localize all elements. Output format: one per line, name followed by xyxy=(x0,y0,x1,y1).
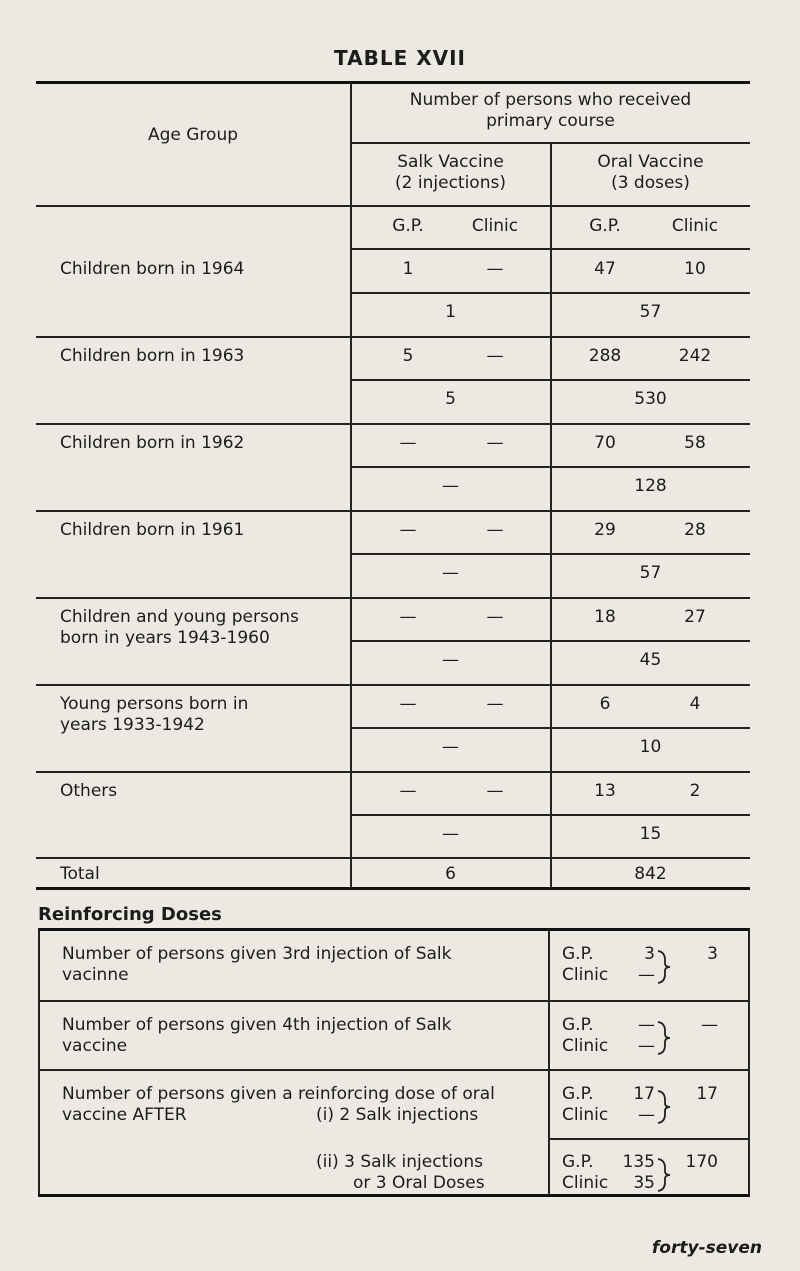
oral-clinic-value: 2 xyxy=(689,781,701,801)
total-value: 170 xyxy=(685,1152,718,1172)
row-sub-rule xyxy=(351,466,750,468)
row-rule xyxy=(36,771,750,773)
salk-total-value: — xyxy=(442,563,459,583)
row-sub-rule xyxy=(351,553,750,555)
salk-clinic-value: — xyxy=(486,694,504,714)
salk-total-value: — xyxy=(442,737,459,757)
main-header-line1: Number of persons who received xyxy=(409,90,692,110)
salk-clinic-value: — xyxy=(486,520,504,540)
row-rule xyxy=(36,684,750,686)
total-value: — xyxy=(701,1015,718,1035)
oral-gp-value: 13 xyxy=(594,781,616,801)
gp-value: 3 xyxy=(644,944,655,964)
oral-total-value: 57 xyxy=(639,302,662,322)
oral-gp-value: 288 xyxy=(588,346,622,366)
row-sub-rule xyxy=(351,727,750,729)
gp-value: — xyxy=(638,1015,655,1035)
oral-gp-value: 18 xyxy=(594,607,616,627)
oral-clinic-value: 28 xyxy=(684,520,706,540)
salk-total-value: 5 xyxy=(445,389,456,409)
clinic-value: — xyxy=(638,1105,655,1125)
row-rule xyxy=(36,857,750,859)
age-group-header: Age Group xyxy=(147,125,239,145)
row-rule xyxy=(36,336,750,338)
oral-clinic-value: 242 xyxy=(678,346,712,366)
clinic-value: — xyxy=(638,965,655,985)
salk-clinic-value: — xyxy=(486,433,504,453)
salk-gp-value: — xyxy=(399,607,417,627)
gp-label: G.P. xyxy=(562,1084,594,1104)
oral-total-value: 57 xyxy=(639,563,662,583)
total-value: 3 xyxy=(707,944,718,964)
reinforcing-subitem: (ii) 3 Salk injections xyxy=(316,1152,483,1172)
salk-total-value: — xyxy=(442,476,459,496)
total-oral: 842 xyxy=(634,864,667,884)
reinforcing-text: Number of persons given a reinforcing dose of oral xyxy=(62,1084,495,1104)
oral-clinic-value: 10 xyxy=(684,259,706,279)
right-brace-icon xyxy=(657,950,671,984)
oral-clinic-value: 58 xyxy=(684,433,706,453)
reinforcing-top-rule xyxy=(38,928,750,931)
oral-gp-value: 29 xyxy=(594,520,616,540)
row-label: Children born in 1963 xyxy=(60,346,245,366)
total-salk: 6 xyxy=(445,864,456,884)
total-label: Total xyxy=(60,864,100,884)
salk-clinic-value: — xyxy=(486,346,504,366)
reinforcing-row-rule xyxy=(39,1069,749,1071)
reinforcing-text: Number of persons given 3rd injection of Salk xyxy=(62,944,452,964)
oral-total-value: 10 xyxy=(639,737,662,757)
salk-header-line1: Salk Vaccine xyxy=(397,152,504,172)
salk-gp-value: — xyxy=(399,781,417,801)
main-header-line2: primary course xyxy=(486,111,615,131)
oral-gp-value: 6 xyxy=(599,694,611,714)
page-title: TABLE XVII xyxy=(334,46,466,70)
row-sub-rule xyxy=(351,640,750,642)
salk-gp-value: — xyxy=(399,694,417,714)
reinforcing-text: vacinne xyxy=(62,965,129,985)
reinforcing-row-rule xyxy=(549,1138,749,1140)
salk-clinic-value: — xyxy=(486,781,504,801)
clinic-value: 35 xyxy=(633,1173,655,1193)
reinforcing-text: Number of persons given 4th injection of Salk xyxy=(62,1015,452,1035)
right-brace-icon xyxy=(657,1158,671,1192)
salk-clinic-value: — xyxy=(486,259,504,279)
salk-total-value: — xyxy=(442,824,459,844)
reinforcing-right-border xyxy=(748,929,750,1195)
reinforcing-col-divider xyxy=(548,929,550,1195)
oral-total-value: 15 xyxy=(639,824,662,844)
row-label: Children and young persons xyxy=(60,607,299,627)
oral-clinic-value: 4 xyxy=(689,694,701,714)
oral-gp-header: G.P. xyxy=(589,216,621,236)
header-bottom-rule xyxy=(36,205,750,207)
row-rule xyxy=(36,597,750,599)
clinic-value: — xyxy=(638,1036,655,1056)
col-divider-oral xyxy=(550,142,552,888)
header-subrule xyxy=(351,142,750,144)
row-label: born in years 1943-1960 xyxy=(60,628,270,648)
table-bottom-rule xyxy=(36,887,750,890)
row-sub-rule xyxy=(351,814,750,816)
row-label: Others xyxy=(60,781,118,801)
salk-total-value: — xyxy=(442,650,459,670)
clinic-label: Clinic xyxy=(562,1036,609,1056)
row-label: Children born in 1962 xyxy=(60,433,245,453)
page-number: forty-seven xyxy=(651,1238,762,1258)
salk-gp-header: G.P. xyxy=(392,216,424,236)
right-brace-icon xyxy=(657,1021,671,1055)
total-value: 17 xyxy=(696,1084,718,1104)
gp-label: G.P. xyxy=(562,944,594,964)
salk-gp-value: — xyxy=(399,433,417,453)
oral-clinic-header: Clinic xyxy=(671,216,719,236)
reinforcing-bottom-rule xyxy=(38,1194,750,1197)
clinic-label: Clinic xyxy=(562,1173,609,1193)
oral-gp-value: 70 xyxy=(594,433,616,453)
salk-header-line2: (2 injections) xyxy=(395,173,506,193)
salk-total-value: 1 xyxy=(445,302,456,322)
reinforcing-text: vaccine AFTER xyxy=(62,1105,187,1125)
row-sub-rule xyxy=(351,292,750,294)
salk-gp-value: 5 xyxy=(402,346,414,366)
reinforcing-subitem: (i) 2 Salk injections xyxy=(316,1105,479,1125)
reinforcing-subitem: or 3 Oral Doses xyxy=(353,1173,485,1193)
gp-value: 135 xyxy=(622,1152,655,1172)
oral-total-value: 530 xyxy=(634,389,667,409)
row-sub-rule xyxy=(351,379,750,381)
row-rule xyxy=(36,423,750,425)
salk-gp-value: 1 xyxy=(402,259,414,279)
reinforcing-text: vaccine xyxy=(62,1036,128,1056)
gp-label: G.P. xyxy=(562,1152,594,1172)
row-label: Young persons born in xyxy=(60,694,249,714)
right-brace-icon xyxy=(657,1090,671,1124)
oral-gp-value: 47 xyxy=(594,259,616,279)
table-top-rule xyxy=(36,81,750,84)
gp-clinic-rule xyxy=(351,248,750,250)
row-rule xyxy=(36,510,750,512)
salk-clinic-header: Clinic xyxy=(471,216,519,236)
salk-clinic-value: — xyxy=(486,607,504,627)
oral-total-value: 45 xyxy=(639,650,662,670)
oral-header-line1: Oral Vaccine xyxy=(597,152,704,172)
row-label: years 1933-1942 xyxy=(60,715,205,735)
gp-label: G.P. xyxy=(562,1015,594,1035)
gp-value: 17 xyxy=(633,1084,655,1104)
oral-total-value: 128 xyxy=(634,476,667,496)
reinforcing-heading: Reinforcing Doses xyxy=(38,904,222,925)
clinic-label: Clinic xyxy=(562,965,609,985)
row-label: Children born in 1964 xyxy=(60,259,245,279)
clinic-label: Clinic xyxy=(562,1105,609,1125)
reinforcing-row-rule xyxy=(39,1000,749,1002)
reinforcing-left-border xyxy=(38,929,40,1195)
oral-header-line2: (3 doses) xyxy=(611,173,690,193)
row-label: Children born in 1961 xyxy=(60,520,245,540)
salk-gp-value: — xyxy=(399,520,417,540)
oral-clinic-value: 27 xyxy=(684,607,706,627)
